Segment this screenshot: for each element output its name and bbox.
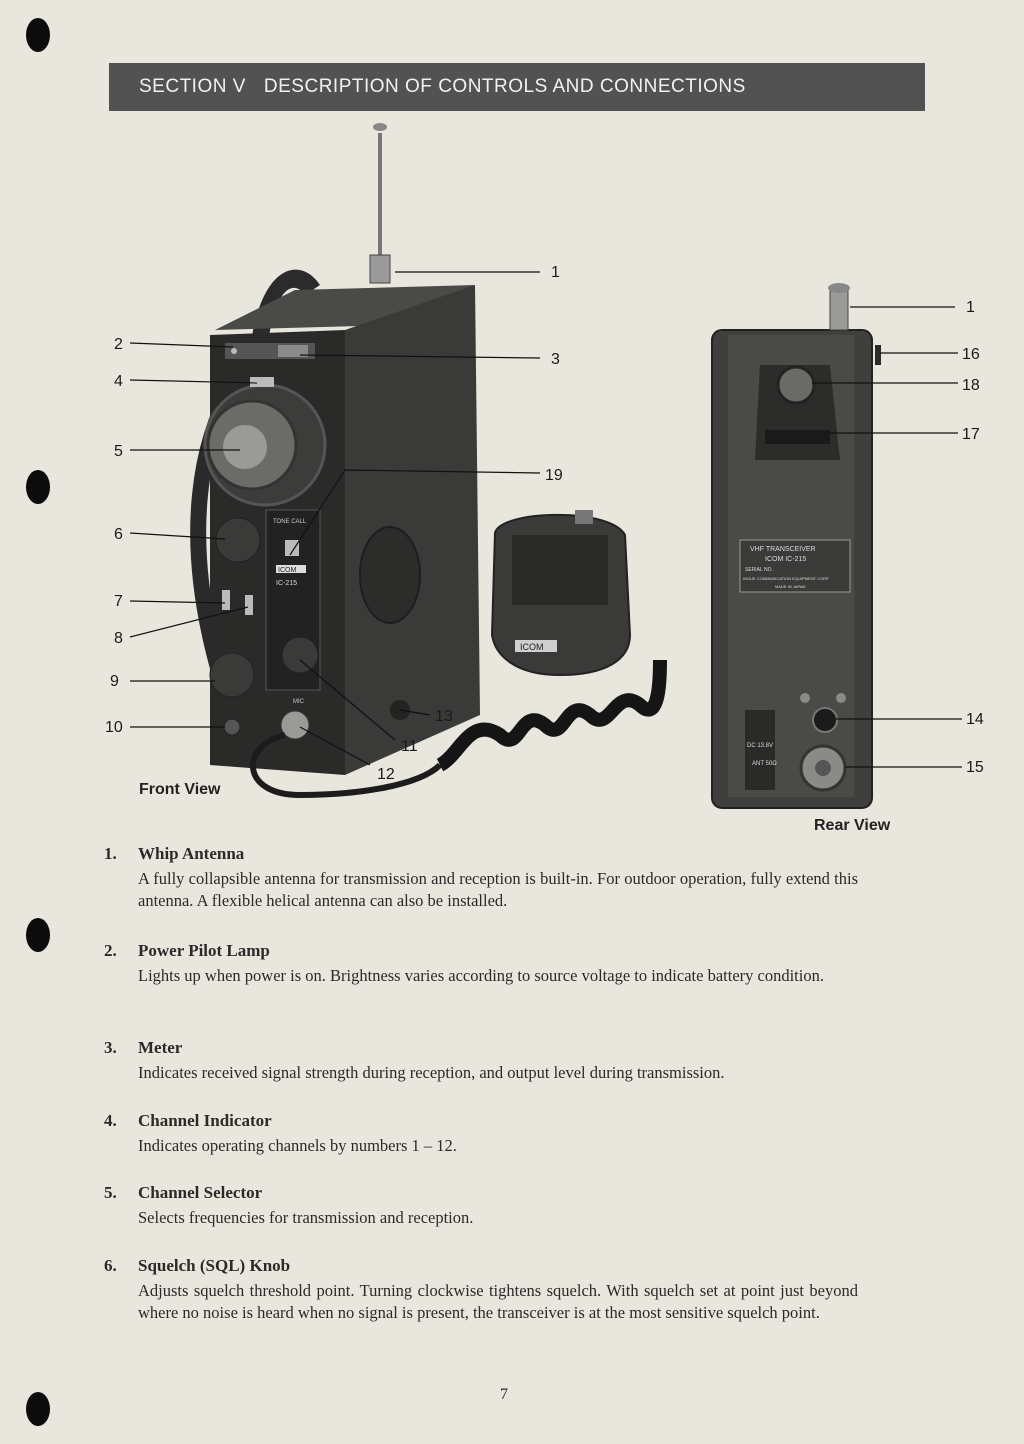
binder-hole-top xyxy=(26,18,50,52)
rear-callout-1: 1 xyxy=(966,299,975,316)
dial-knob xyxy=(282,637,318,673)
speaker-grille xyxy=(360,527,420,623)
callout-18: 18 xyxy=(962,377,980,394)
page-number: 7 xyxy=(500,1386,508,1403)
body-side xyxy=(345,285,480,775)
callout-3: 3 xyxy=(551,351,560,368)
section-title: DESCRIPTION OF CONTROLS AND CONNECTIONS xyxy=(263,76,746,97)
transceiver-illustration xyxy=(0,115,1024,835)
item-description: Indicates operating channels by numbers 1 – 12. xyxy=(138,1136,457,1155)
front-view-label: Front View xyxy=(139,781,221,798)
volume-knob xyxy=(210,653,254,697)
callout-11: 11 xyxy=(401,738,418,755)
item-title: Power Pilot Lamp xyxy=(138,941,270,960)
nameplate-serial: SERIAL NO. xyxy=(745,567,773,573)
tone-call-label: TONE CALL xyxy=(273,519,307,525)
item-title: Channel Indicator xyxy=(138,1111,272,1130)
item-description: Indicates received signal strength during reception, and output level during transmission. xyxy=(138,1063,725,1082)
strap-hook xyxy=(875,345,881,365)
item-number: 3. xyxy=(104,1038,117,1057)
battery-latch xyxy=(765,430,830,444)
rear-antenna-cap xyxy=(828,283,850,293)
item-description: Selects frequencies for transmission and reception. xyxy=(138,1208,474,1227)
rear-view-label: Rear View xyxy=(814,817,891,834)
pilot-lamp xyxy=(231,348,237,354)
antenna-tip xyxy=(373,123,387,131)
channel-indicator-window xyxy=(250,377,274,387)
item-description: Lights up when power is on. Brightness varies according to source voltage to indicate battery condition. xyxy=(138,966,824,985)
squelch-knob xyxy=(216,518,260,562)
rear-screw-right xyxy=(836,693,846,703)
antenna-base xyxy=(370,255,390,283)
rear-antenna-base xyxy=(830,290,848,330)
mic-connector xyxy=(281,711,309,739)
jack-label-plate xyxy=(745,710,775,790)
nameplate-origin: MADE IN JAPAN xyxy=(775,584,806,589)
callout-5: 5 xyxy=(114,443,123,460)
callout-16: 16 xyxy=(962,346,980,363)
microphone-brand: ICOM xyxy=(520,642,544,652)
light-switch xyxy=(222,590,230,610)
callout-9: 9 xyxy=(110,673,119,690)
callout-14: 14 xyxy=(966,711,984,728)
item-title: Meter xyxy=(138,1038,183,1057)
nameplate-model: ICOM IC-215 xyxy=(765,556,807,563)
microphone-hook xyxy=(575,510,593,524)
callout-15: 15 xyxy=(966,759,984,776)
item-title: Channel Selector xyxy=(138,1183,263,1202)
item-description: A fully collapsible antenna for transmission and reception is built-in. For outdoor operation, fully extend this antenna. A flexible helical antenna can also be installed. xyxy=(138,869,858,910)
item-title: Squelch (SQL) Knob xyxy=(138,1256,291,1275)
callout-12: 12 xyxy=(377,766,395,783)
item-number: 1. xyxy=(104,844,117,863)
binder-hole-lower xyxy=(26,918,50,952)
section-header xyxy=(109,63,925,111)
callout-1: 1 xyxy=(551,264,560,281)
external-speaker-jack xyxy=(224,719,240,735)
item-number: 2. xyxy=(104,941,117,960)
callout-17: 17 xyxy=(962,426,980,443)
dc-power-jack xyxy=(813,708,837,732)
mic-jack-label: MIC xyxy=(293,699,304,705)
callout-10: 10 xyxy=(105,719,123,736)
power-switch xyxy=(245,595,253,615)
item-title: Whip Antenna xyxy=(138,844,245,863)
antenna-connector-pin xyxy=(815,760,831,776)
callout-2: 2 xyxy=(114,336,123,353)
callout-19: 19 xyxy=(545,467,563,484)
callout-6: 6 xyxy=(114,526,123,543)
callout-13: 13 xyxy=(435,708,453,725)
callout-8: 8 xyxy=(114,630,123,647)
item-number: 6. xyxy=(104,1256,117,1275)
brand-label: ICOM xyxy=(278,567,297,574)
section-number: SECTION V xyxy=(139,76,246,97)
nameplate-title: VHF TRANSCEIVER xyxy=(750,546,816,553)
item-description: Adjusts squelch threshold point. Turning clockwise tightens squelch. With squelch set at point just beyond where no noise is heard when no signal is present, the transceiver is at the most sensitive squelch point. xyxy=(138,1281,858,1322)
channel-selector-cap xyxy=(223,425,267,469)
item-number: 4. xyxy=(104,1111,117,1130)
callout-7: 7 xyxy=(114,593,123,610)
item-number: 5. xyxy=(104,1183,117,1202)
nameplate-maker: INOUE COMMUNICATION EQUIPMENT CORP. xyxy=(743,576,830,581)
binder-hole-bottom xyxy=(26,1392,50,1426)
ant-label: ANT 50Ω xyxy=(752,761,777,767)
tone-call-button xyxy=(285,540,299,556)
rear-screw-left xyxy=(800,693,810,703)
dc-label: DC 13.8V xyxy=(747,743,774,749)
callout-4: 4 xyxy=(114,373,123,390)
front-model-label: IC-215 xyxy=(276,580,298,587)
microphone-grille xyxy=(512,535,608,605)
rear-mount-screw xyxy=(778,367,814,403)
